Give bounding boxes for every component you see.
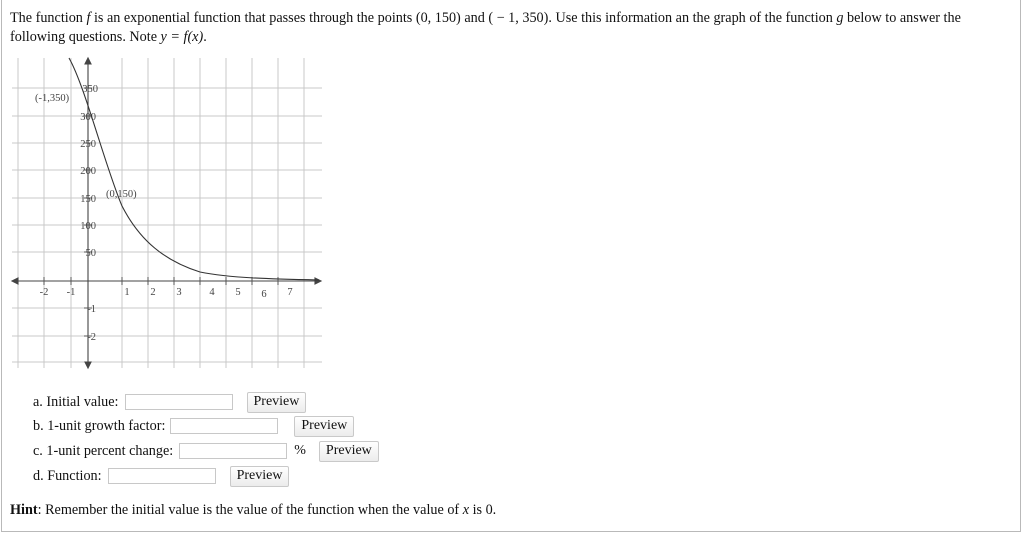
y-tick-label-300: 300 — [80, 112, 96, 123]
preview-button-c[interactable]: Preview — [319, 441, 379, 462]
x-tick-label-neg2: -2 — [39, 287, 49, 298]
question-d-row — [33, 465, 289, 487]
hint-variable-x: x — [462, 502, 470, 518]
y-tick-label-neg1: -1 — [87, 304, 96, 315]
y-tick-label-350: 350 — [82, 84, 98, 95]
point-label-0-150: (0,150) — [106, 189, 137, 200]
percent-change-input[interactable] — [179, 443, 287, 459]
percent-change-label: c. 1-unit percent change: — [33, 442, 174, 459]
growth-factor-label: b. 1-unit growth factor: — [33, 417, 166, 434]
x-axis-left-arrow — [12, 278, 18, 284]
percent-sign: % — [294, 443, 306, 458]
y-tick-label-50: 50 — [85, 248, 96, 259]
question-a-row — [33, 391, 306, 413]
note-equation: y = f(x) — [160, 29, 204, 45]
point-label-neg1-350: (-1,350) — [35, 93, 70, 104]
y-tick-label-200: 200 — [80, 166, 96, 177]
x-tick-label-6: 6 — [261, 289, 267, 300]
function-label: d. Function: — [33, 467, 102, 484]
y-tick-label-100: 100 — [80, 221, 96, 232]
initial-value-input[interactable] — [125, 394, 233, 410]
x-tick-label-5: 5 — [235, 287, 241, 298]
x-tick-label-1: 1 — [124, 287, 130, 298]
question-c-row — [33, 440, 379, 462]
y-tick-label-150: 150 — [80, 194, 96, 205]
growth-factor-input[interactable] — [170, 418, 278, 434]
axes — [12, 58, 321, 368]
graph-grid — [12, 58, 322, 368]
x-axis-right-arrow — [315, 278, 321, 284]
y-tick-label-250: 250 — [80, 139, 96, 150]
question-b-row — [33, 415, 354, 437]
y-axis-up-arrow — [85, 58, 91, 64]
tick-marks — [44, 88, 278, 336]
exponential-curve — [69, 58, 319, 280]
x-tick-label-3: 3 — [176, 287, 182, 298]
y-axis-down-arrow — [85, 362, 91, 368]
preview-button-d[interactable]: Preview — [230, 466, 290, 487]
hint-label: Hint — [10, 502, 38, 518]
initial-value-label: a. Initial value: — [33, 393, 119, 410]
x-tick-label-4: 4 — [209, 287, 215, 298]
problem-statement: The function f is an exponential function that passes through the points (0, 150) and ( − 1, 350). Use this information an the graph of the function g below to answer the following questions. Note y = f(x). — [10, 10, 961, 45]
function-input[interactable] — [108, 468, 216, 484]
function-graph — [10, 56, 324, 370]
x-tick-label-7: 7 — [287, 287, 293, 298]
x-tick-label-neg1: -1 — [66, 287, 76, 298]
function-g: g — [836, 10, 844, 26]
hint-text: Hint: Remember the initial value is the value of the function when the value of x is 0. — [10, 502, 497, 518]
x-tick-label-2: 2 — [150, 287, 156, 298]
preview-button-a[interactable]: Preview — [247, 392, 307, 413]
preview-button-b[interactable]: Preview — [294, 416, 354, 437]
function-f: f — [86, 10, 91, 26]
y-tick-label-neg2: -2 — [87, 332, 96, 343]
